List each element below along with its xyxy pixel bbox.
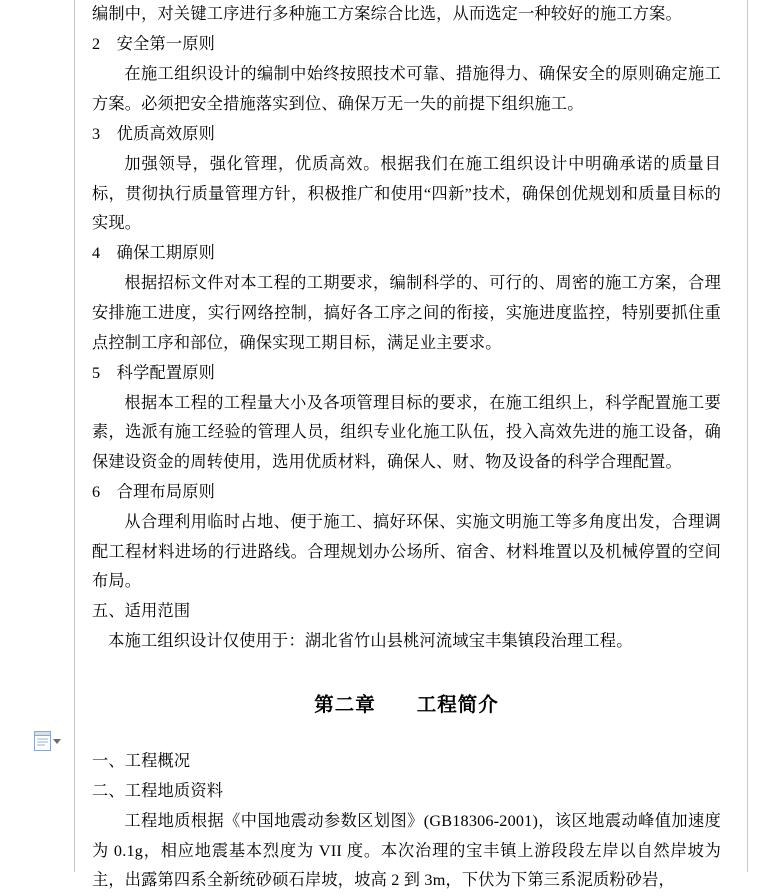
document-thumbnail-icon[interactable] [34, 731, 51, 751]
heading-principle-4: 4 确保工期原则 [92, 244, 216, 263]
paragraph-principle-3-body: 加强领导，强化管理，优质高效。根据我们在施工组织设计中明确承诺的质量目标，贯彻执行质量管理方针，积极推广和使用“四新”技术，确保创优规划和质量目标的实现。 [92, 154, 721, 233]
page-border-right [747, 0, 748, 872]
heading-principle-3: 3 优质高效原则 [92, 124, 216, 143]
heading-section-five: 五、适用范围 [92, 602, 191, 621]
page-border-left [74, 0, 75, 872]
heading-principle-6: 6 合理布局原则 [92, 483, 216, 501]
paragraph-intro-continued: 编制中，对关键工序进行多种施工方案综合比选，从而选定一种较好的施工方案。 [92, 5, 682, 23]
dropdown-caret-icon[interactable] [53, 739, 61, 744]
paragraph-principle-5-body: 根据本工程的工程量大小及各项管理目标的要求，在施工组织上，科学配置施工要素，选派有施工经验的管理人员，组织专业化施工队伍，投入高效先进的施工设备，确保建设资金的周转使用，选用优质材料，确保人、财、物及设备的科学合理配置。 [92, 393, 721, 471]
paragraph-principle-2-body: 在施工组织设计的编制中始终按照技术可靠、措施得力、确保安全的原则确定施工方案。必须把安全措施落实到位、确保万无一失的前提下组织施工。 [92, 65, 721, 113]
chapter-title: 第二章 工程简介 [314, 695, 499, 717]
paragraph-geological-data-body: 工程地质根据《中国地震动参数区划图》(GB18306-2001)，该区地震动峰值加速度为 0.1g，相应地震基本烈度为 VII 度。本次治理的宝丰镇上游段段左岸以自然岸坡为主，出露第四系全新统砂硕石岸坡，坡高 2 到 3m，下伏为下第三系泥质粉砂岩， [92, 812, 721, 890]
paragraph-principle-6-body: 从合理利用临时占地、便于施工、搞好环保、实施文明施工等多角度出发，合理调配工程材料进场的行进路线。合理规划办公场所、宿舍、材料堆置以及机械停置的空间布局。 [92, 513, 721, 591]
heading-principle-5: 5 科学配置原则 [92, 363, 216, 382]
paragraph-section-five-body: 本施工组织设计仅使用于：湖北省竹山县桃河流域宝丰集镇段治理工程。 [108, 632, 633, 651]
heading-project-overview: 一、工程概况 [92, 752, 191, 771]
document-thumbnail-control[interactable] [34, 731, 61, 751]
heading-principle-2: 2 安全第一原则 [92, 35, 216, 54]
paragraph-principle-4-body: 根据招标文件对本工程的工期要求，编制科学的、可行的、周密的施工方案，合理安排施工进度，实行网络控制，搞好各工序之间的衔接，实施进度监控，特别要抓住重点控制工序和部位，确保实现工期目标，满足业主要求。 [92, 274, 721, 352]
heading-geological-data: 二、工程地质资料 [92, 782, 224, 801]
